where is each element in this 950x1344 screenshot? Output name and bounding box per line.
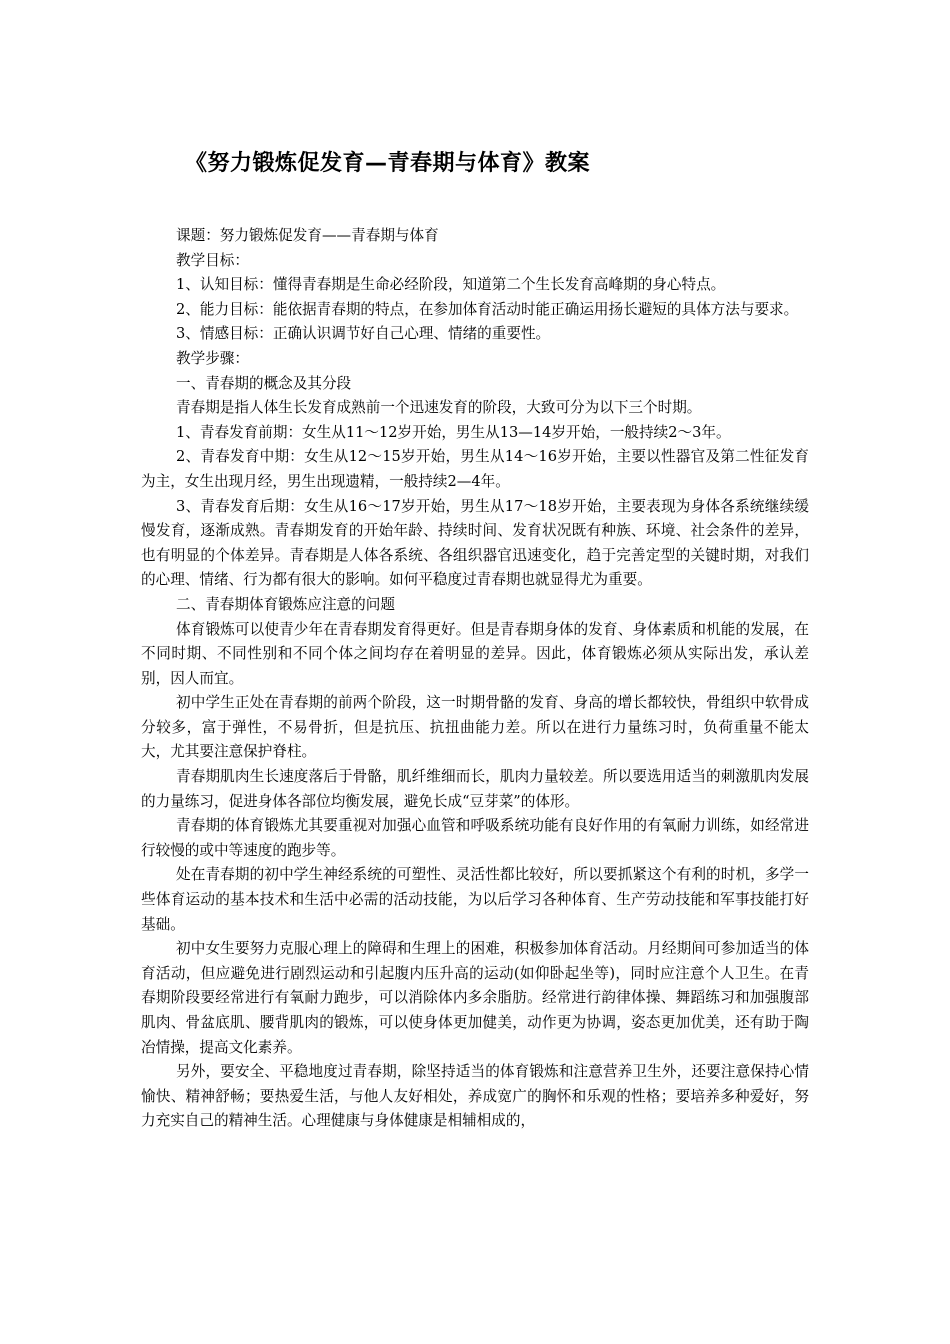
paragraph: 1、青春发育前期：女生从11～12岁开始，男生从13—14岁开始，一般持续2～3年。 xyxy=(176,423,731,441)
paragraph: 体育锻炼可以使青少年在青春期发育得更好。但是青春期身体的发育、身体素质和机能的发展，在不同时期、不同性别和不同个体之间均存在着明显的差异。因此，体育锻炼必须从实际出发，承认差别，因人而宜。 xyxy=(141,620,809,687)
objective-cognitive: 1、认知目标：懂得青春期是生命必经阶段，知道第二个生长发育高峰期的身心特点。 xyxy=(176,276,726,294)
paragraph: 处在青春期的初中学生神经系统的可塑性、灵活性都比较好，所以要抓紧这个有利的时机，多学一些体育运动的基本技术和生活中必需的活动技能，为以后学习各种体育、生产劳动技能和军事技能打好基础。 xyxy=(141,866,809,933)
section-two-heading: 二、青春期体育锻炼应注意的问题 xyxy=(176,595,395,613)
objective-ability: 2、能力目标：能依据青春期的特点，在参加体育活动时能正确运用扬长避短的具体方法与要求。 xyxy=(176,300,799,318)
paragraph: 初中学生正处在青春期的前两个阶段，这一时期骨骼的发育、身高的增长都较快，骨组织中软骨成分较多，富于弹性，不易骨折，但是抗压、抗扭曲能力差。所以在进行力量练习时，负荷重量不能太大，尤其要注意保护脊柱。 xyxy=(141,694,809,761)
lesson-topic: 课题：努力锻炼促发育——青春期与体育 xyxy=(176,227,439,244)
paragraph: 青春期是指人体生长发育成熟前一个迅速发育的阶段，大致可分为以下三个时期。 xyxy=(176,399,702,417)
document-body xyxy=(141,224,809,1134)
paragraph: 2、青春发育中期：女生从12～15岁开始，男生从14～16岁开始，主要以性器官及第二性征发育为主，女生出现月经，男生出现遗精，一般持续2—4年。 xyxy=(141,448,809,490)
document-title: 《努力锻炼促发育—青春期与体育》教案 xyxy=(185,151,591,176)
paragraph: 青春期肌肉生长速度落后于骨骼，肌纤维细而长，肌肉力量较差。所以要选用适当的刺激肌肉发展的力量练习，促进身体各部位均衡发展，避免长成“豆芽菜”的体形。 xyxy=(141,768,809,810)
objectives-heading: 教学目标： xyxy=(176,251,249,269)
paragraph: 另外，要安全、平稳地度过青春期，除坚持适当的体育锻炼和注意营养卫生外，还要注意保持心情愉快、精神舒畅；要热爱生活，与他人友好相处，养成宽广的胸怀和乐观的性格；要培养多种爱好，努力充实自己的精神生活。心理健康与身体健康是相辅相成的， xyxy=(141,1063,809,1130)
section-one-heading: 一、青春期的概念及其分段 xyxy=(176,374,352,392)
steps-heading: 教学步骤： xyxy=(176,349,249,367)
paragraph: 青春期的体育锻炼尤其要重视对加强心血管和呼吸系统功能有良好作用的有氧耐力训练，如经常进行较慢的或中等速度的跑步等。 xyxy=(141,817,809,859)
objective-emotional: 3、情感目标：正确认识调节好自己心理、情绪的重要性。 xyxy=(176,325,551,343)
paragraph: 3、青春发育后期：女生从16～17岁开始，男生从17～18岁开始，主要表现为身体各系统继续缓慢发育，逐渐成熟。青春期发育的开始年龄、持续时间、发育状况既有种族、环境、社会条件的差异，也有明显的个体差异。青春期是人体各系统、各组织器官迅速变化，趋于完善定型的关键时期，对我们的心理、情绪、行为都有很大的影响。如何平稳度过青春期也就显得尤为重要。 xyxy=(141,497,809,589)
paragraph: 初中女生要努力克服心理上的障碍和生理上的困难，积极参加体育活动。月经期间可参加适当的体育活动，但应避免进行剧烈运动和引起腹内压升高的运动(如仰卧起坐等)，同时应注意个人卫生。在青春期阶段要经常进行有氧耐力跑步，可以消除体内多余脂肪。经常进行韵律体操、舞蹈练习和加强腹部肌肉、骨盆底肌、腰背肌肉的锻炼，可以使身体更加健美，动作更为协调，姿态更加优美，还有助于陶冶情操，提高文化素养。 xyxy=(141,940,809,1056)
